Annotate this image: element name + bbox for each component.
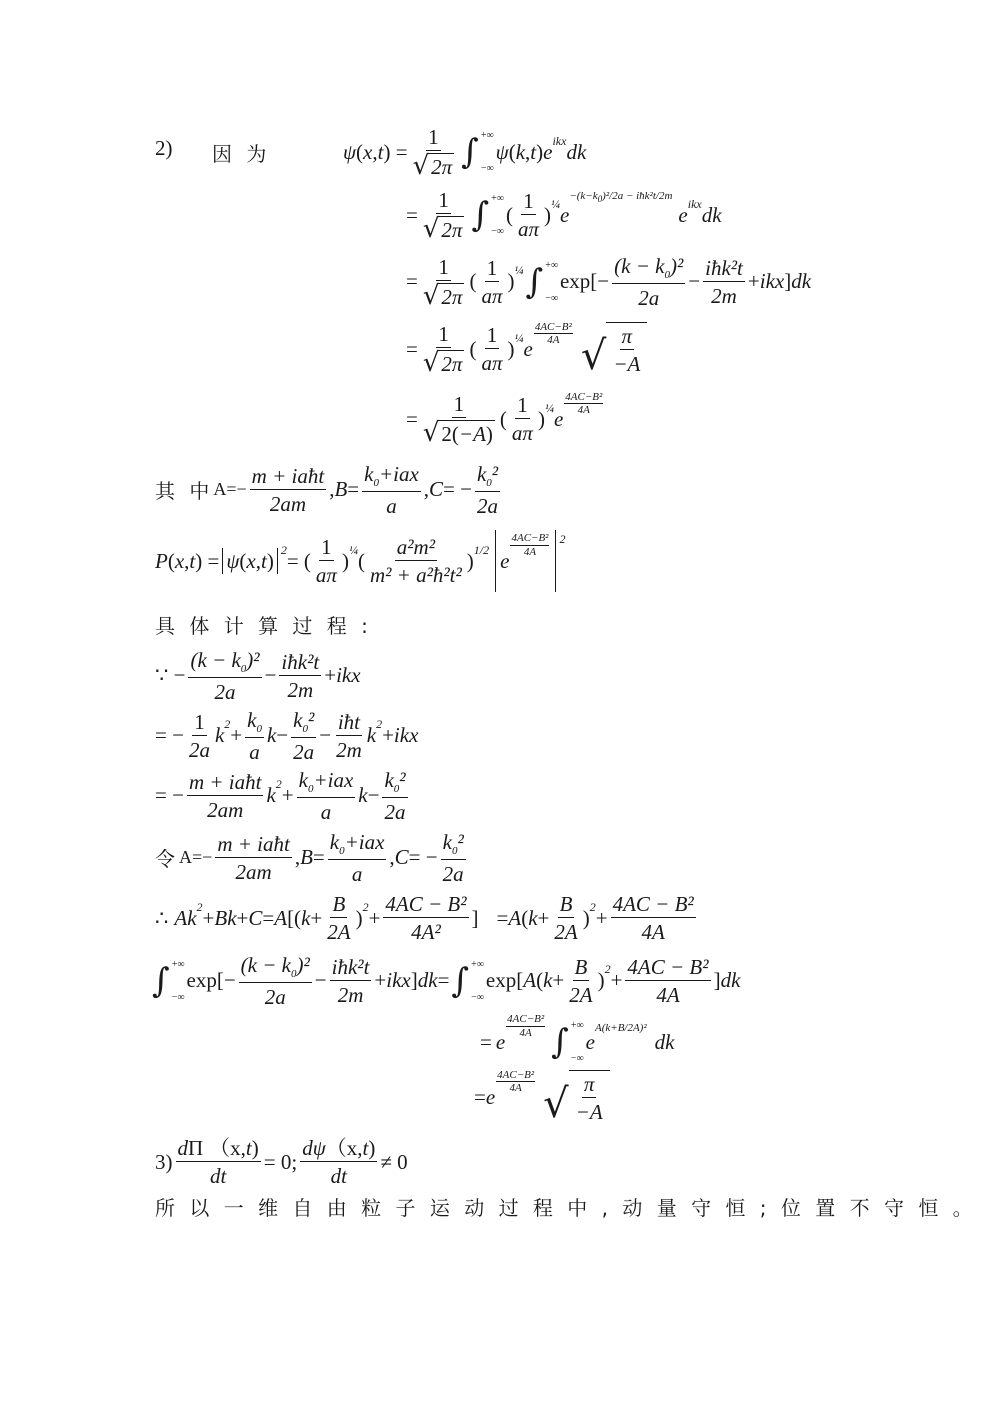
let-label: 令 [155, 847, 175, 872]
detail-label: 具 体 计 算 过 程 : [155, 614, 372, 638]
where-definition: 其 中 A=− $\frac{\text{m + iaħt}}{2am}$ , B = $\frac{k_0+iax}{a}$ , C = − $\frac{k_0^2}{2a}$ [155, 462, 499, 518]
equation-step-2: = 1 √ 2π ( $\frac{1}{a\pi}$ ) ¼ ∫ +∞ −∞ exp[− $\frac{(k - k_0)^2}{2a}$ − $\frac{\text{iħk²t}}{2m}$ + ikx ] dk [406, 254, 812, 312]
calc-line-1: ∵ − $\frac{(k - k_0)^2}{2a}$ − $\frac{\text{iħk²t}}{2m}$ + ikx [155, 648, 361, 704]
because-label: 因 为 [212, 142, 271, 166]
section-3-number: 3) [155, 1149, 173, 1174]
calc-line-3: = − $\frac{\text{m + iaħt}}{2am}$ k 2 + $\frac{k_0+iax}{a}$ k − $\frac{k_0^2}{2a}$ [155, 768, 406, 824]
equation-step-1: = 1 √ 2π ∫ +∞ −∞ ( $\frac{1}{a\pi}$ ) ¼ e $-(k-k_0)^2/2a$ − iħk²t/2m e ikx dk [406, 188, 722, 245]
let-definition: 令 A=− $\frac{\text{m + iaħt}}{2am}$ , B = $\frac{k_0+iax}{a}$ , C = − $\frac{k_0^2}{2a}$ [155, 830, 464, 886]
equation-psi-definition: ψ ( x , t ) = 1 √ 2π ∫ +∞ −∞ ψ ( k , t ) e ikx dk [343, 125, 587, 182]
complete-square-line: ∴ Ak 2 + Bk + C = A [( k + $\frac{B}{2A}$ ) 2 + $\frac{\text{4AC − B²}}{\text{4A²}}$ ] = A ( k + $\frac{B}{2A}$ ) 2 + $\frac{\text{4AC − B²}}{4A}$ [155, 892, 694, 945]
conclusion-text [155, 1192, 977, 1221]
section-2-label [155, 136, 173, 161]
detail-heading [155, 610, 372, 639]
calc-line-2: = − $\frac{1}{2a}$ k 2 + $\frac{k_0}{a}$ k − $\frac{k_0^2}{2a}$ − $\frac{\text{iħt}}{2m}$ k 2 + ikx [155, 708, 419, 764]
equation-step-4: = 1 √ 2(−A) ( $\frac{1}{a\pi}$ ) ¼ e 4AC−B² 4A [406, 390, 603, 449]
conclusion-sentence: 所 以 一 维 自 由 粒 子 运 动 过 程 中 , 动 量 守 恒 ; 位 置 不 守 恒 。 [155, 1196, 977, 1220]
section-2-number: 2) [155, 136, 173, 160]
section-3-equation: 3) $\frac{d\Pi (x,t)}{dt}$ = 0; $\frac{d\psi(x,t)}{dt}$ ≠ 0 [155, 1136, 408, 1189]
integral-step-3: = e 4AC−B² 4A √ $\frac{\pi}{-A}$ [474, 1070, 610, 1124]
integral-evaluation: ∫ +∞ −∞ exp[− $\frac{(k - k_0)^2}{2a}$ − $\frac{\text{iħk²t}}{2m}$ + ikx ] dk = ∫ +∞ −∞ exp[ A ( k + $\frac{B}{2A}$ ) 2 + $\frac{\text{4AC − B²}}{4A}$ ] dk [152, 953, 741, 1009]
probability-equation: P ( x , t ) = ψ ( x , t ) 2 = ( $\frac{1}{a\pi}$ ) ¼ ( $\frac{\text{a²m²}}{\text{m² + a²ħ²t²}}$ ) 1/2 e 4AC−B² 4A 2 [155, 530, 565, 592]
because-text [212, 138, 270, 167]
integral-step-2: = e 4AC−B² 4A ∫ +∞ −∞ e A(k+B/2A)² dk [480, 1013, 675, 1064]
where-label: 其 中 [155, 479, 214, 504]
equation-step-3: = 1 √ 2π ( $\frac{1}{a\pi}$ ) ¼ e 4AC−B² 4A √ $\frac{\pi}{-A}$ [406, 322, 647, 376]
